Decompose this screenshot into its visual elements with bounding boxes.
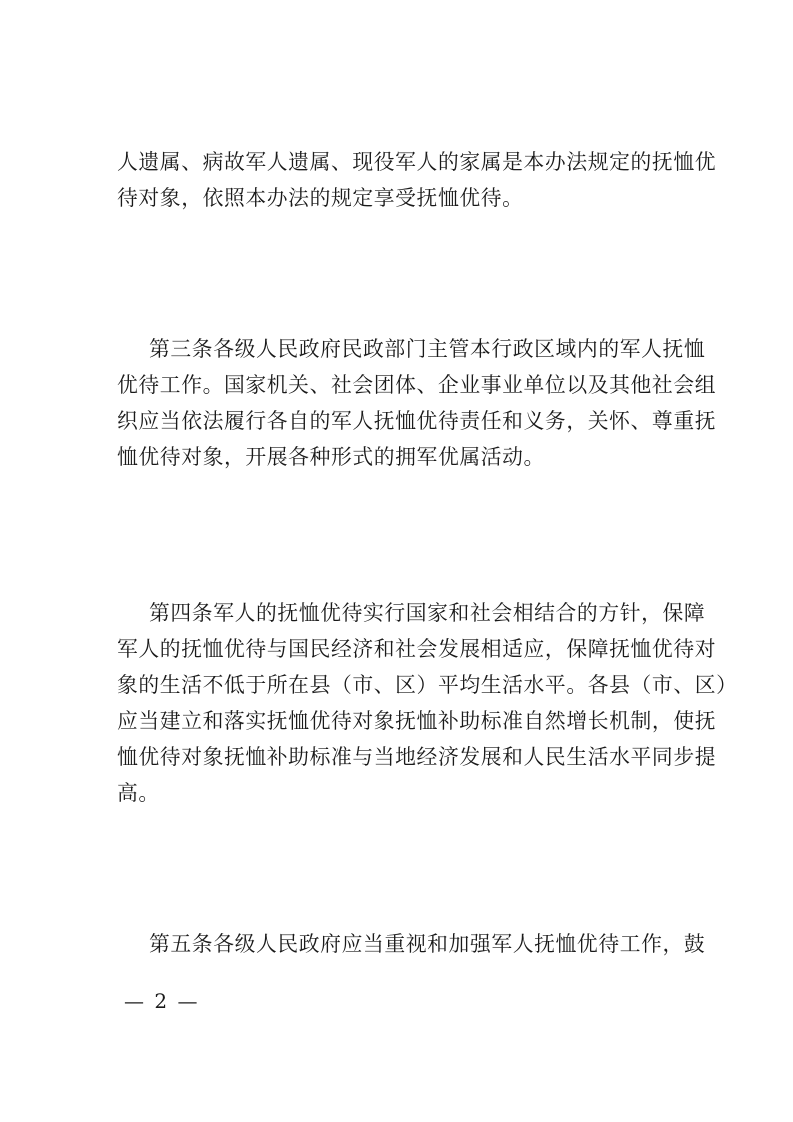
article-4-paragraph bbox=[117, 595, 738, 811]
text-line: 应当建立和落实抚恤优待对象抚恤补助标准自然增长机制，使抚 bbox=[117, 709, 717, 733]
text-line: 第四条军人的抚恤优待实行国家和社会相结合的方针，保障 bbox=[149, 601, 706, 625]
paragraph-continuation bbox=[117, 144, 717, 216]
text-line: 第三条各级人民政府民政部门主管本行政区域内的军人抚恤 bbox=[149, 337, 706, 361]
text-line: 恤优待对象，开展各种形式的拥军优属活动。 bbox=[117, 445, 545, 469]
text-line: 高。 bbox=[117, 781, 160, 805]
text-line: 象的生活不低于所在县（市、区）平均生活水平。各县（市、区） bbox=[117, 673, 738, 697]
text-line: 恤优待对象抚恤补助标准与当地经济发展和人民生活水平同步提 bbox=[117, 745, 717, 769]
text-line: 优待工作。国家机关、社会团体、企业事业单位以及其他社会组 bbox=[117, 373, 717, 397]
text-line: 织应当依法履行各自的军人抚恤优待责任和义务，关怀、尊重抚 bbox=[117, 409, 717, 433]
article-5-paragraph bbox=[117, 926, 706, 962]
page-number: — 2 — bbox=[124, 989, 200, 1013]
text-line: 军人的抚恤优待与国民经济和社会发展相适应，保障抚恤优待对 bbox=[117, 637, 717, 661]
text-line: 人遗属、病故军人遗属、现役军人的家属是本办法规定的抚恤优 bbox=[117, 150, 717, 174]
text-line: 第五条各级人民政府应当重视和加强军人抚恤优待工作，鼓 bbox=[149, 932, 706, 956]
article-3-paragraph bbox=[117, 331, 717, 475]
text-line: 待对象，依照本办法的规定享受抚恤优待。 bbox=[117, 186, 524, 210]
